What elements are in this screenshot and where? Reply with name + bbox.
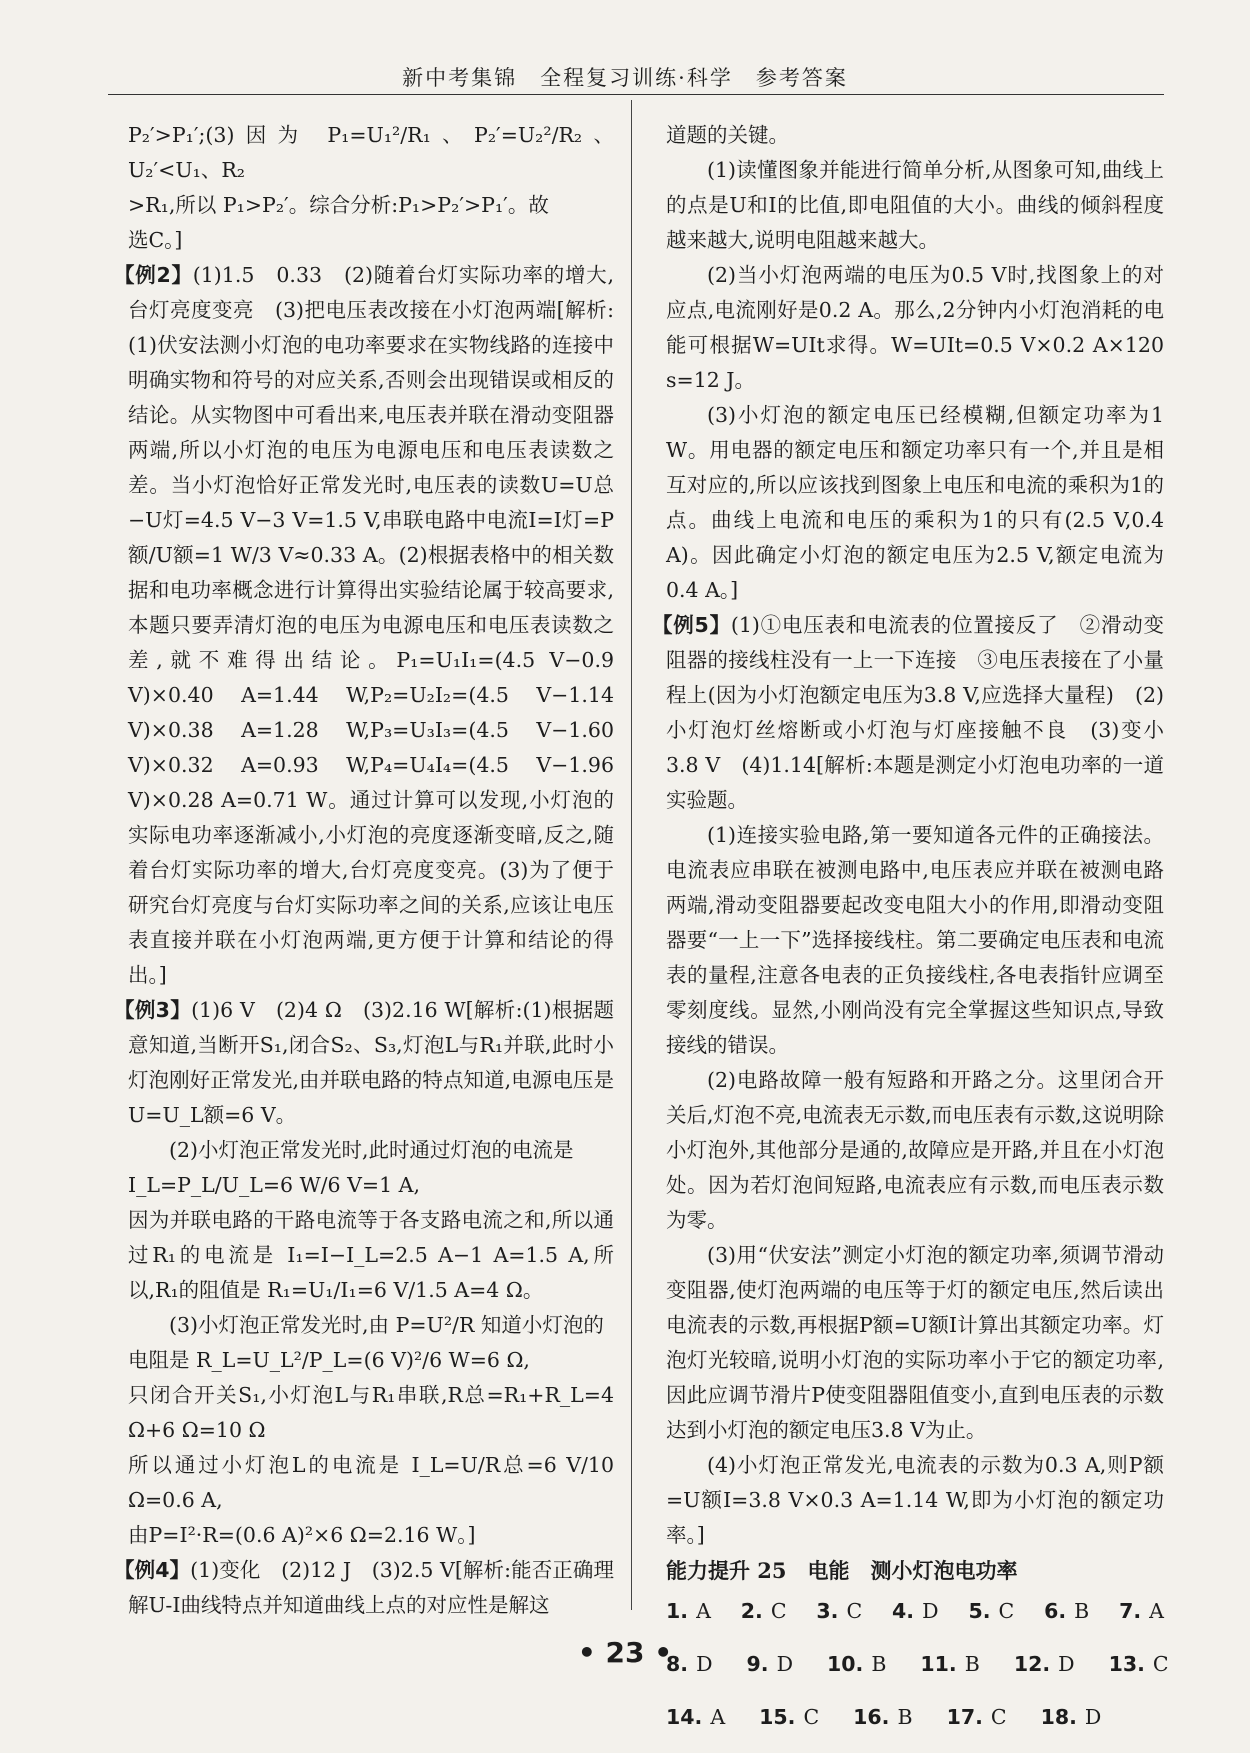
answer-choice: A — [696, 1599, 711, 1623]
answer-number: 3. — [816, 1599, 839, 1623]
answer-number: 17. — [946, 1705, 983, 1729]
paragraph: (3)小灯泡的额定电压已经模糊,但额定功率为1 W。用电器的额定电压和额定功率只有一个,并且是相互对应的,所以应该找到图象上电压和电流的乘积为1的点。曲线上电流和电压的乘积为1的只有(2.5 V,0.4 A)。因此确定小灯泡的额定电压为2.5 V,额定电流为0.4 A。] — [666, 403, 1164, 602]
answer-choice: B — [871, 1652, 887, 1676]
answer-number: 9. — [746, 1652, 769, 1676]
answer-number: 14. — [666, 1705, 703, 1729]
paragraph: (2)当小灯泡两端的电压为0.5 V时,找图象上的对应点,电流刚好是0.2 A。那么,2分钟内小灯泡消耗的电能可根据W=UIt求得。W=UIt=0.5 V×0.2 A×120 s=12 J。 — [666, 263, 1164, 392]
paragraph: 所以通过小灯泡L的电流是 I_L=U/R总=6 V/10 Ω=0.6 A, — [128, 1453, 614, 1512]
example-label: 【例3】 — [114, 998, 192, 1022]
answer-item — [853, 1700, 912, 1735]
example-2 — [114, 258, 615, 993]
paragraph: 由P=I²·R=(0.6 A)²×6 Ω=2.16 W。] — [128, 1523, 476, 1547]
answer-choice: D — [1058, 1652, 1075, 1676]
example-5 — [652, 608, 1185, 818]
paragraph: 只闭合开关S₁,小灯泡L与R₁串联,R总=R₁+R_L=4 Ω+6 Ω=10 Ω — [128, 1383, 614, 1442]
answer-number: 12. — [1013, 1652, 1051, 1676]
cont-line: P₂′>P₁′;(3)因为 P₁=U₁²/R₁、P₂′=U₂²/R₂、U₂′<U₁、R₂ — [128, 123, 614, 182]
answer-number: 1. — [666, 1599, 689, 1623]
right-column — [652, 118, 1185, 1753]
paragraph: (4)小灯泡正常发光,电流表的示数为0.3 A,则P额=U额I=3.8 V×0.3 A=1.14 W,即为小灯泡的额定功率。] — [666, 1453, 1164, 1547]
answer-choice: D — [696, 1652, 713, 1676]
example-text: (1)①电压表和电流表的位置接反了 ②滑动变阻器的接线柱没有一上一下连接 ③电压表接在了小量程上(因为小灯泡额定电压为3.8 V,应选择大量程) (2)小灯泡灯丝熔断或小灯泡与灯座接触不良 (3)变小 3.8 V (4)1.14[解析:本题是测定小灯泡电功率的一道实验题。 — [666, 613, 1185, 812]
formula: I_L=P_L/U_L=6 W/6 V=1 A, — [128, 1173, 420, 1197]
page-number: • 23 • — [577, 1636, 673, 1669]
answer-choice: C — [770, 1599, 787, 1623]
answer-choice: C — [803, 1705, 820, 1729]
example-label: 【例4】 — [114, 1558, 191, 1582]
answer-choice: B — [1074, 1599, 1090, 1623]
paragraph: (1)读懂图象并能进行简单分析,从图象可知,曲线上的点是U和I的比值,即电阻值的大小。曲线的倾斜程度越来越大,说明电阻越来越大。 — [666, 158, 1164, 252]
answer-choice: C — [990, 1705, 1007, 1729]
page-header: 新中考集锦 全程复习训练·科学 参考答案 — [402, 66, 848, 90]
example-label: 【例5】 — [652, 613, 731, 637]
answer-number: 7. — [1119, 1599, 1142, 1623]
answer-item — [947, 1700, 1007, 1735]
answer-number: 18. — [1040, 1705, 1077, 1729]
answer-item — [741, 1594, 787, 1629]
paragraph: (2)电路故障一般有短路和开路之分。这里闭合开关后,灯泡不亮,电流表无示数,而电压表有示数,这说明除小灯泡外,其他部分是通的,故障应是开路,并且在小灯泡处。因为若灯泡间短路,电流表应有示数,而电压表示数为零。 — [666, 1068, 1164, 1232]
header-rule — [108, 94, 1164, 95]
formula: 电阻是 R_L=U_L²/P_L=(6 V)²/6 W=6 Ω, — [128, 1348, 530, 1372]
answer-item — [968, 1594, 1014, 1629]
paragraph: 因为并联电路的干路电流等于各支路电流之和,所以通过R₁的电流是 I₁=I−I_L=2.5 A−1 A=1.5 A,所以,R₁的阻值是 R₁=U₁/I₁=6 V/1.5 A=4 Ω。 — [128, 1208, 614, 1302]
answer-number: 8. — [666, 1652, 689, 1676]
answer-number: 10. — [827, 1652, 864, 1676]
paragraph: (3)小灯泡正常发光时,由 P=U²/R 知道小灯泡的 — [169, 1313, 604, 1337]
answer-item — [816, 1594, 862, 1629]
answer-choice: A — [1149, 1599, 1164, 1623]
answer-number: 15. — [759, 1705, 796, 1729]
example-label: 【例2】 — [114, 263, 193, 287]
answer-number: 6. — [1044, 1599, 1067, 1623]
answer-item — [666, 1594, 711, 1629]
example-3 — [114, 993, 614, 1133]
paragraph: (1)连接实验电路,第一要知道各元件的正确接法。电流表应串联在被测电路中,电压表应并联在被测电路两端,滑动变阻器要起改变电阻大小的作用,即滑动变阻器要“一上一下”选择接线柱。第二要确定电压表和电流表的量程,注意各电表的正负接线柱,各电表指针应调至零刻度线。显然,小刚尚没有完全掌握这些知识点,导致接线的错误。 — [666, 823, 1164, 1057]
answer-choice: D — [922, 1599, 939, 1623]
answer-number: 11. — [920, 1652, 957, 1676]
answer-number: 2. — [740, 1599, 763, 1623]
column-divider — [631, 100, 632, 1610]
answer-item — [666, 1700, 725, 1735]
paragraph: (2)小灯泡正常发光时,此时通过灯泡的电流是 — [169, 1138, 574, 1162]
answer-number: 13. — [1108, 1652, 1145, 1676]
left-column — [114, 118, 615, 1623]
answer-choice: A — [710, 1705, 726, 1729]
section-title: 能力提升 25 电能 测小灯泡电功率 — [666, 1558, 1018, 1583]
answer-choice: C — [846, 1599, 863, 1623]
paragraph: 道题的关键。 — [666, 123, 789, 147]
answer-choice: B — [897, 1705, 913, 1729]
cont-line: 选C。] — [128, 228, 183, 252]
answer-number: 16. — [853, 1705, 890, 1729]
paragraph: (3)用“伏安法”测定小灯泡的额定功率,须调节滑动变阻器,使灯泡两端的电压等于灯的额定电压,然后读出电流表的示数,再根据P额=U额I计算出其额定功率。灯泡灯光较暗,说明小灯泡的实际功率小于它的额定功率,因此应调节滑片P使变阻器阻值变小,直到电压表的示数达到小灯泡的额定电压3.8 V为止。 — [666, 1243, 1164, 1442]
answer-row — [666, 1594, 1164, 1629]
example-text: (1)6 V (2)4 Ω (3)2.16 W[解析:(1)根据题意知道,当断开S₁,闭合S₂、S₃,灯泡L与R₁并联,此时小灯泡刚好正常发光,由并联电路的特点知道,电源电压是U=U_L额=6 V。 — [128, 998, 614, 1127]
answer-item — [1041, 1700, 1102, 1735]
example-text: (1)1.5 0.33 (2)随着台灯实际功率的增大,台灯亮度变亮 (3)把电压表改接在小灯泡两端[解析:(1)伏安法测小灯泡的电功率要求在实物线路的连接中明确实物和符号的对应关系,否则会出现错误或相反的结论。从实物图中可看出来,电压表并联在滑动变阻器两端,所以小灯泡的电压为电源电压和电压表读数之差。当小灯泡恰好正常发光时,电压表的读数U=U总−U灯=4.5 V−3 V=1.5 V,串联电路中电流I=I灯=P额/U额=1 W/3 V≈0.33 A。(2)根据表格中的相关数据和电功率概念进行计算得出实验结论属于较高要求,本题只要弄清灯泡的电压为电源电压和电压表读数之差,就不难得出结论。P₁=U₁I₁=(4.5 V−0.9 V)×0.40 A=1.44 W,P₂=U₂I₂=(4.5 V−1.14 V)×0.38 A=1.28 W,P₃=U₃I₃=(4.5 V−1.60 V)×0.32 A=0.93 W,P₄=U₄I₄=(4.5 V−1.96 V)×0.28 A=0.71 W。通过计算可以发现,小灯泡的实际电功率逐渐减小,小灯泡的亮度逐渐变暗,反之,随着台灯实际功率的增大,台灯亮度变亮。(3)为了便于研究台灯亮度与台灯实际功率之间的关系,应该让电压表直接并联在小灯泡两端,更方便于计算和结论的得出。] — [128, 263, 615, 987]
answer-choice: D — [1084, 1705, 1102, 1729]
example-4 — [114, 1553, 615, 1623]
answer-item — [1044, 1594, 1089, 1629]
answer-item — [759, 1700, 819, 1735]
answer-choice: C — [998, 1599, 1015, 1623]
example-text: (1)变化 (2)12 J (3)2.5 V[解析:能否正确理解U-I曲线特点并知道曲线上点的对应性是解这 — [128, 1558, 615, 1617]
answer-choice: B — [964, 1652, 980, 1676]
answer-number: 4. — [892, 1599, 915, 1623]
cont-line: >R₁,所以 P₁>P₂′。综合分析:P₁>P₂′>P₁′。故 — [128, 193, 549, 217]
answer-choice: D — [776, 1652, 793, 1676]
answer-choice: C — [1152, 1652, 1169, 1676]
answer-row — [666, 1700, 1164, 1735]
answer-item — [892, 1594, 939, 1629]
answer-item — [1119, 1594, 1164, 1629]
answer-number: 5. — [968, 1599, 991, 1623]
